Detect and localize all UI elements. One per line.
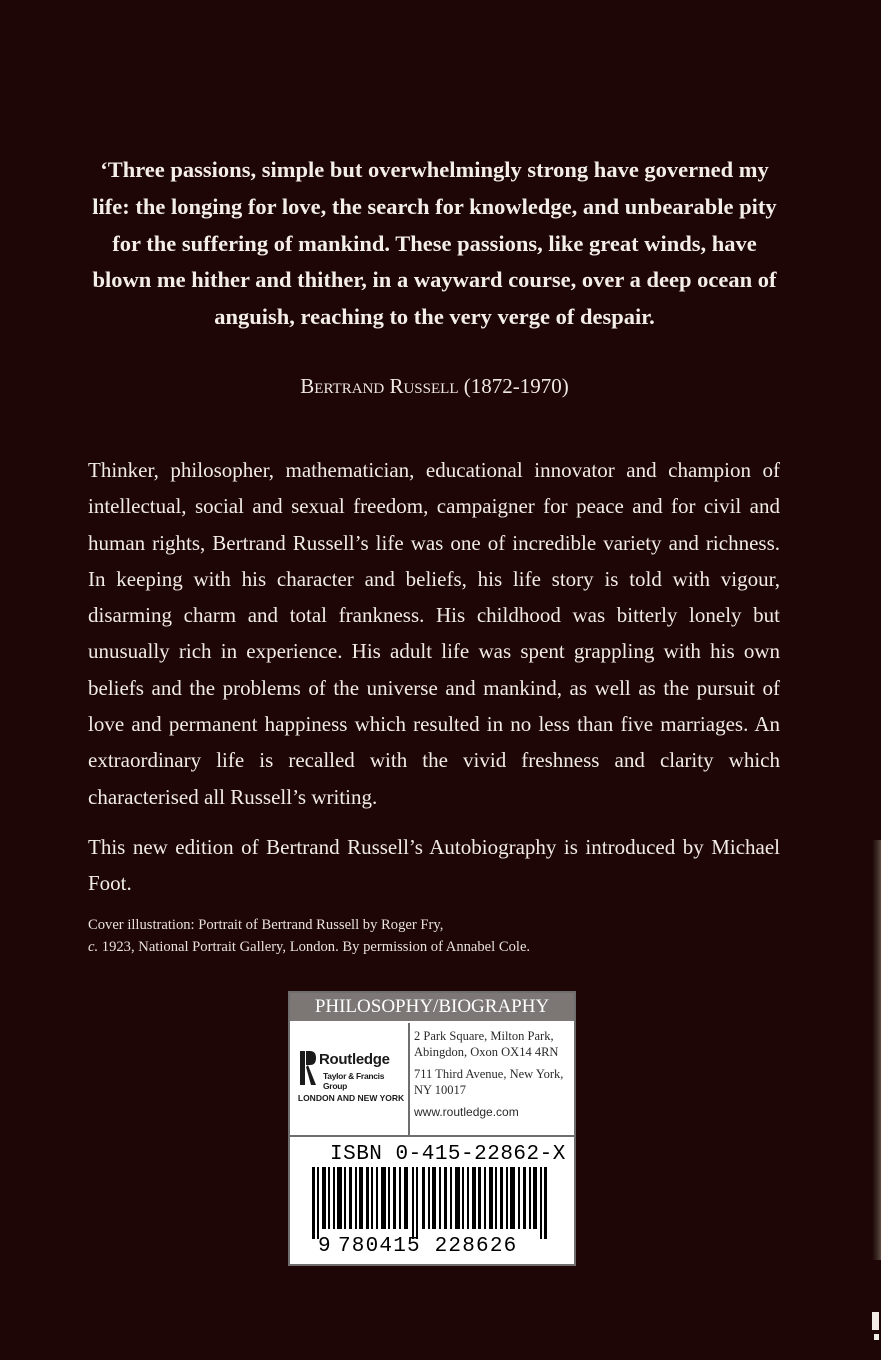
publisher-name: Routledge <box>319 1051 390 1068</box>
quote-line: life: the longing for love, the search for knowledge, and unbearable pity <box>92 193 777 219</box>
quote-attribution <box>88 374 781 399</box>
credit-line: Cover illustration: Portrait of Bertrand Russell by Roger Fry, <box>88 917 444 933</box>
isbn-block <box>290 1137 574 1264</box>
author-name: Bertrand Russell <box>300 374 459 398</box>
ean-prefix-digit: 9 <box>318 1235 331 1258</box>
category-label: PHILOSOPHY/BIOGRAPHY <box>290 993 574 1021</box>
isbn-number: ISBN 0-415-22862-X <box>330 1143 566 1166</box>
edition-paragraph: This new edition of Bertrand Russell’s Autobiography is introduced by Michael Foot. <box>88 835 780 896</box>
publisher-panel <box>288 991 576 1266</box>
quote-line: for the suffering of mankind. These passions, like great winds, have <box>112 230 757 256</box>
ean-number: 780415 228626 <box>338 1235 518 1258</box>
publisher-website[interactable]: www.routledge.com <box>414 1105 519 1119</box>
publisher-group: Taylor & Francis Group <box>323 1071 385 1091</box>
quote-line: blown me hither and thither, in a wayward course, over a deep ocean of <box>92 267 777 293</box>
opening-quote <box>88 152 781 336</box>
quote-line: ‘Three passions, simple but overwhelmingly strong have governed my <box>100 157 769 182</box>
quote-line: anguish, reaching to the very verge of despair. <box>214 304 655 330</box>
circa-abbrev: c. <box>88 939 99 955</box>
address-us-line: 711 Third Avenue, New York, <box>414 1067 564 1081</box>
address-uk-line: Abingdon, Oxon OX14 4RN <box>414 1044 559 1059</box>
credit-line-rest: 1923, National Portrait Gallery, London. By permission of Annabel Cole. <box>98 939 531 955</box>
address-us-line: NY 10017 <box>414 1082 466 1097</box>
routledge-logo-icon <box>300 1051 316 1085</box>
publisher-cities: LONDON AND NEW YORK <box>297 1093 405 1103</box>
cover-credit <box>88 914 688 958</box>
publisher-addresses <box>414 1029 572 1128</box>
barcode-icon <box>298 1167 566 1239</box>
edition-note <box>88 829 780 902</box>
corner-mark-icon <box>870 1300 881 1360</box>
address-uk <box>414 1029 572 1060</box>
description-paragraph: Thinker, philosopher, mathematician, educational innovator and champion of intellectual, social and sexual freedom, campaigner for peace and for civil and human rights, Bertrand Russell’s life was one of incredible variety and richness. In keeping with his character and beliefs, his life story is told with vigour, disarming charm and total frankness. His childhood was bitterly lonely but unusually rich in experience. His adult life was spent grappling with his own beliefs and the problems of the universe and mankind, as well as the pursuit of love and permanent happiness which resulted in no less than five marriages. An extraordinary life is recalled with the vivid freshness and clarity which characterised all Russell’s writing. <box>88 458 780 809</box>
publisher-info <box>290 1023 574 1137</box>
credit-line <box>88 936 688 958</box>
address-uk-line: 2 Park Square, Milton Park, <box>414 1029 554 1043</box>
adjacent-page-edge <box>872 840 881 1260</box>
publisher-logo <box>290 1023 410 1135</box>
author-years: (1872-1970) <box>463 374 569 398</box>
book-description <box>88 452 780 815</box>
address-us <box>414 1067 572 1098</box>
